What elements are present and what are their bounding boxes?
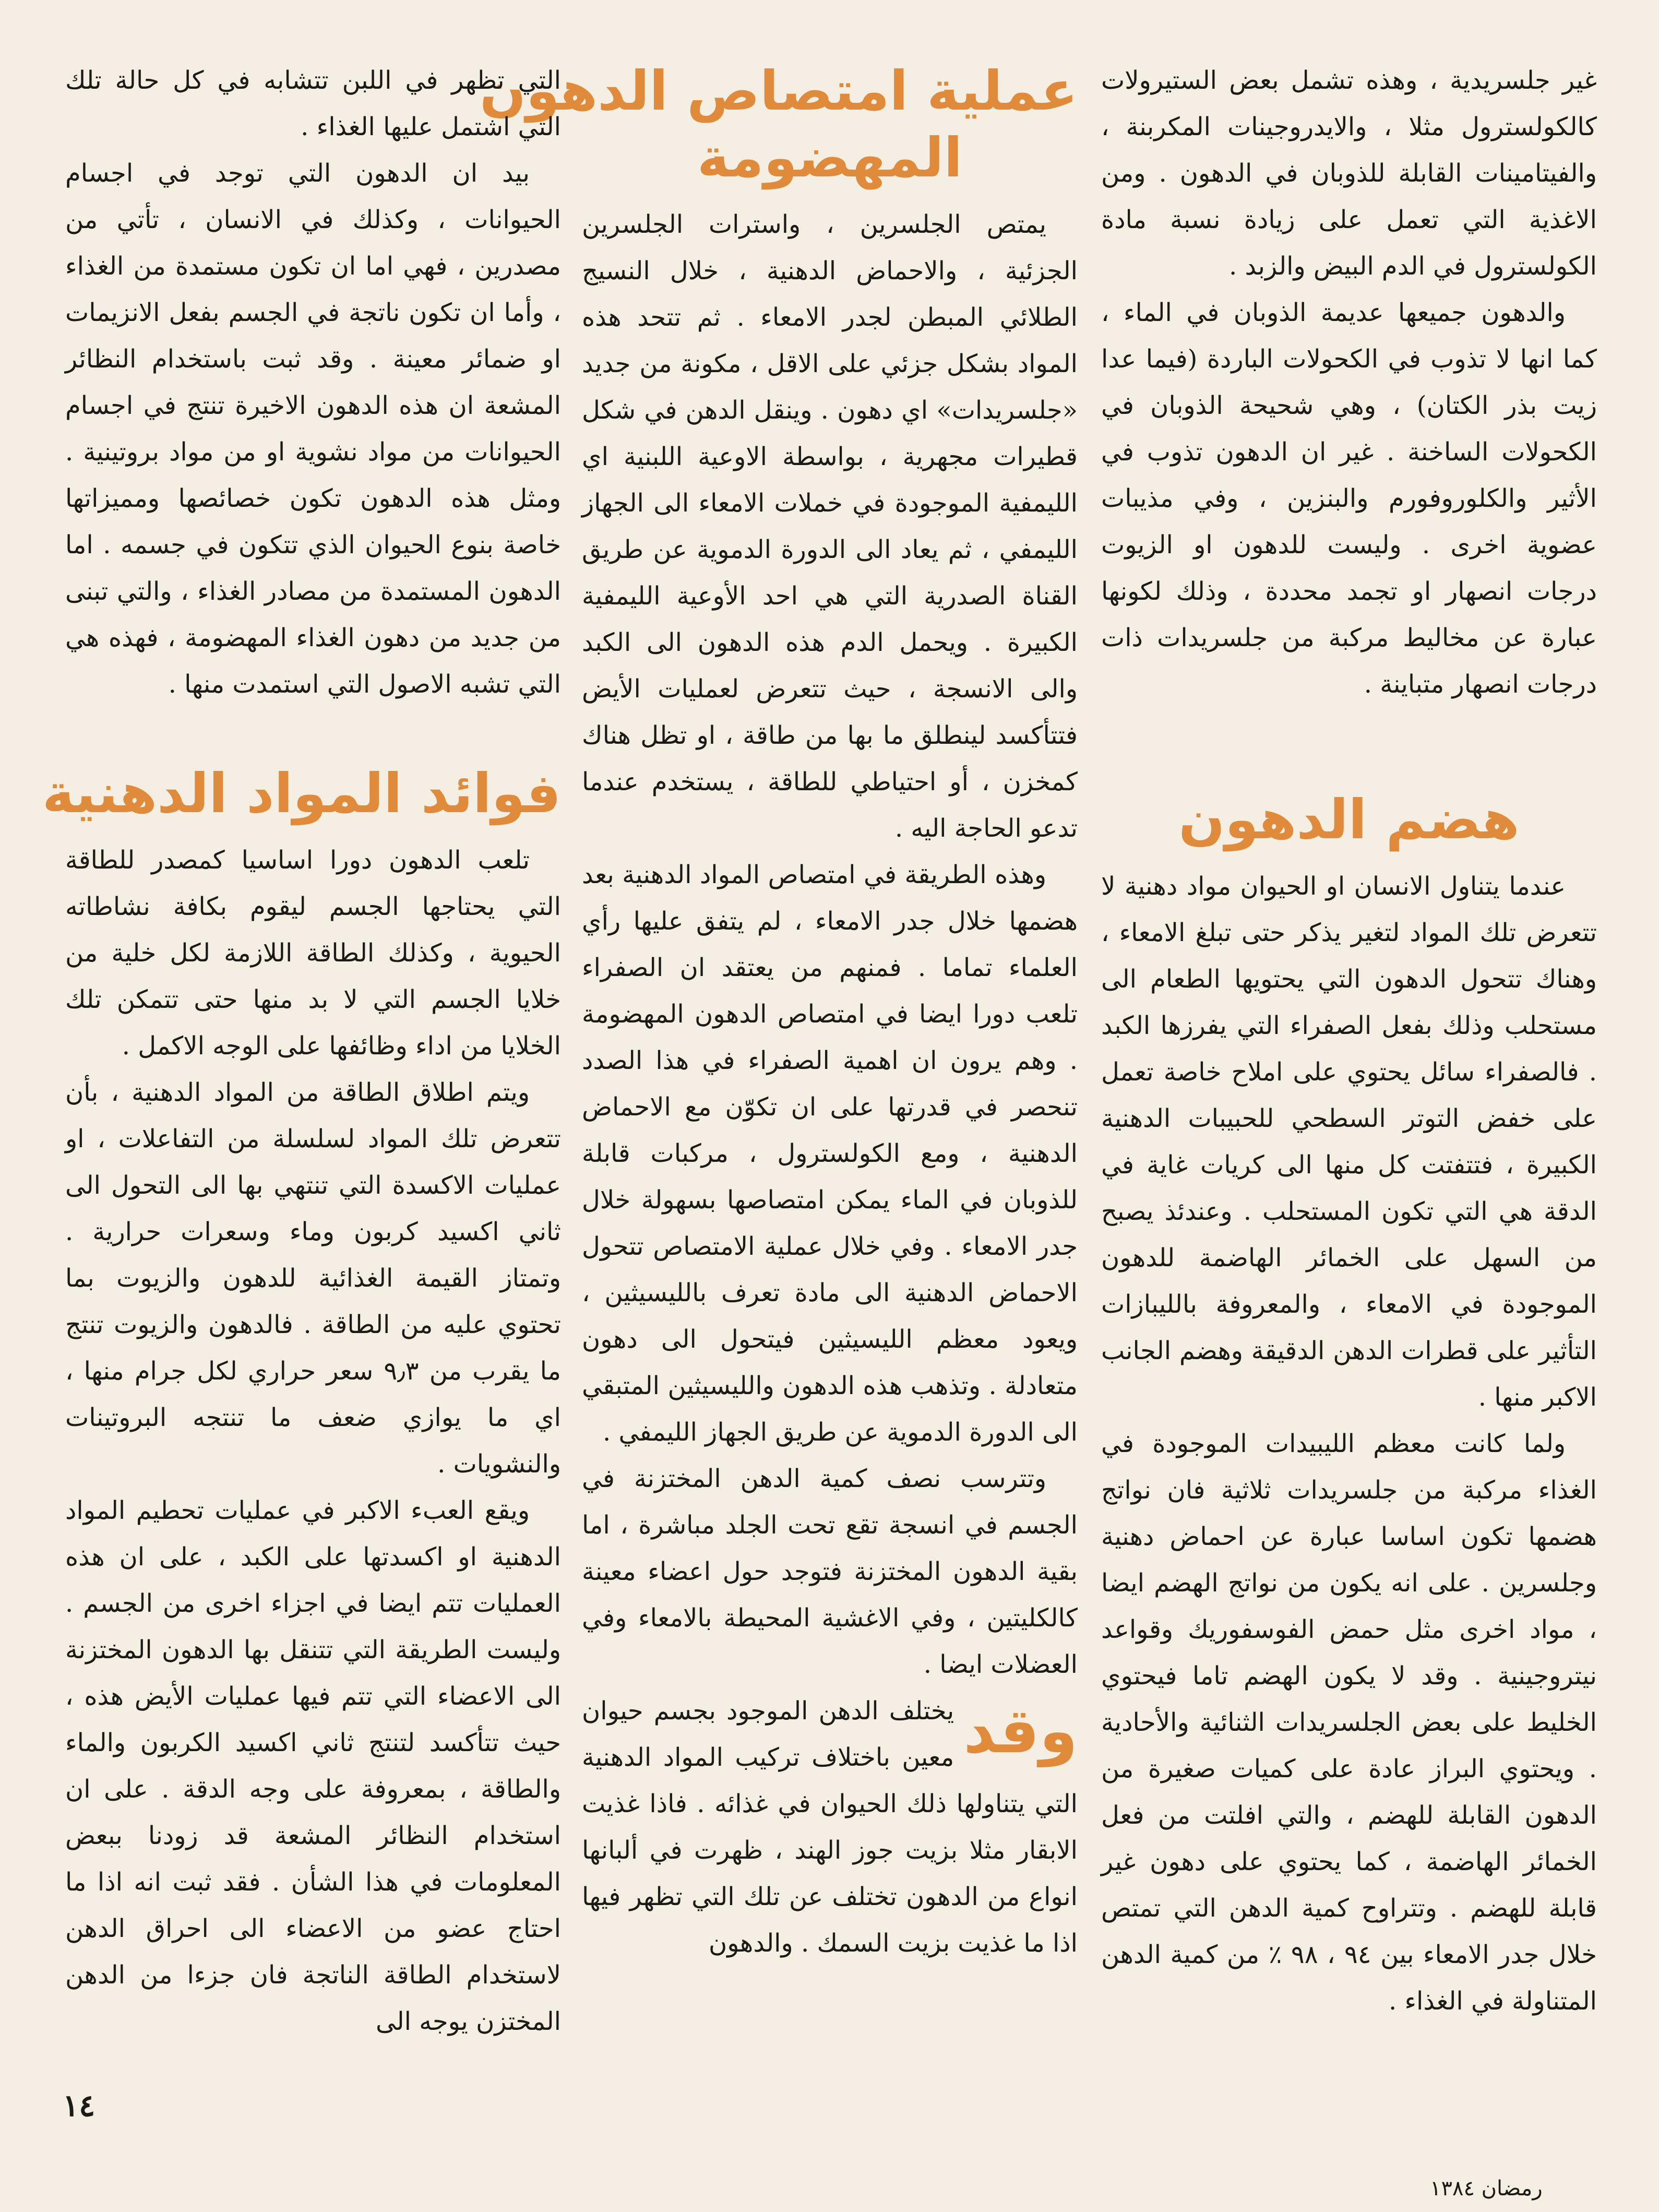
paragraph: والدهون جميعها عديمة الذوبان في الماء ، كما انها لا تذوب في الكحولات الباردة (فيما عدا زيت بذر الكتان) ، وهي شحيحة الذوبان في الكحولات الساخنة . غير ان الدهون تذوب في الأثير والكلوروفورم والبنزين ، وفي مذيبات عضوية اخرى . وليست للدهون او الزيوت درجات انصهار او تجمد محددة ، وذلك لكونها عبارة عن مخاليط مركبة من جلسريدات ذات درجات انصهار متباينة .: [1101, 298, 1597, 699]
paragraph: بيد ان الدهون التي توجد في اجسام الحيوانات ، وكذلك في الانسان ، تأتي من مصدرين ، فهي اما ان تكون مستمدة من الغذاء ، وأما ان تكون ناتجة في الجسم بفعل الانزيمات او ضمائر معينة . وقد ثبت باستخدام النظائر المشعة ان هذه الدهون الاخيرة تنتج في اجسام الحيوانات من مواد نشوية او من مواد بروتينية . ومثل هذه الدهون تكون خصائصها ومميزاتها خاصة بنوع الحيوان الذي تتكون في جسمه . اما الدهون المستمدة من مصادر الغذاء ، والتي تبنى من جديد من دهون الغذاء المهضومة ، فهذه هي التي تشبه الاصول التي استمدت منها .: [65, 159, 562, 699]
page-number: ١٤: [63, 2088, 96, 2123]
paragraph: ويتم اطلاق الطاقة من المواد الدهنية ، بأن تتعرض تلك المواد لسلسلة من التفاعلات ، او عمليات الاكسدة التي تنتهي بها الى التحول الى ثاني اكسيد كربون وماء وسعرات حرارية . وتمتاز القيمة الغذائية للدهون والزيوت بما تحتوي عليه من الطاقة . فالدهون والزيوت تنتج ما يقرب من ٩٫٣ سعر حراري لكل جرام منها ، اي ما يوازي ضعف ما تنتجه البروتينات والنشويات .: [65, 1078, 562, 1479]
paragraph: غير جلسريدية ، وهذه تشمل بعض الستيرولات كالكولسترول مثلا ، والايدروجينات المكربنة ، والفيتامينات القابلة للذوبان في الدهون . ومن الاغذية التي تعمل على زيادة نسبة مادة الكولسترول في الدم البيض والزبد .: [1101, 66, 1597, 281]
section-heading-absorption-line1: عملية امتصاص الدهون: [480, 59, 1078, 123]
section-heading-benefits: فوائد المواد الدهنية: [42, 762, 561, 825]
paragraph-with-dropcap: [582, 1688, 1078, 1967]
paragraph: التي تظهر في اللبن تتشابه في كل حالة تلك التي اشتمل عليها الغذاء .: [65, 66, 561, 141]
column-middle: [480, 57, 1078, 1967]
paragraph: ويقع العبء الاكبر في عمليات تحطيم المواد الدهنية او اكسدتها على الكبد ، على ان هذه العمليات تتم ايضا في اجزاء اخرى من الجسم . وليست الطريقة التي تتنقل بها الدهون المختزنة الى الاعضاء التي تتم فيها عمليات الأيض هذه ، حيث تتأكسد لتنتج ثاني اكسيد الكربون والماء والطاقة ، بمعروفة على وجه الدقة . على ان استخدام النظائر المشعة قد زودنا ببعض المعلومات في هذا الشأن . فقد ثبت انه اذا ما احتاج عضو من الاعضاء الى احراق الدهن لاستخدام الطاقة الناتجة فان جزءا من الدهن المختزن يوجه الى: [65, 1496, 561, 2036]
dropcap: وقد: [963, 1695, 1078, 1767]
paragraph: ولما كانت معظم الليبيدات الموجودة في الغذاء مركبة من جلسريدات ثلاثية فان نواتج هضمها تكون اساسا عبارة عن احماض دهنية وجلسرين . على انه يكون من نواتج الهضم ايضا ، مواد اخرى مثل حمض الفوسفوريك وقواعد نيتروجينية . وقد لا يكون الهضم تاما فيحتوي الخليط على بعض الجلسريدات الثنائية والأحادية . ويحتوي البراز عادة على كميات صغيرة من الدهون القابلة للهضم ، والتي افلتت من فعل الخمائر الهاضمة ، كما يحتوي على دهون غير قابلة للهضم . وتتراوح كمية الدهن التي تمتص خلال جدر الامعاء بين ٩٤ ، ٩٨ ٪ من كمية الدهن المتناولة في الغذاء .: [1101, 1429, 1597, 2016]
column-right: [1101, 57, 1597, 2025]
paragraph: وتترسب نصف كمية الدهن المختزنة في الجسم في انسجة تقع تحت الجلد مباشرة ، اما بقية الدهون المختزنة فتوجد حول اعضاء معينة كالكليتين ، وفي الاغشية المحيطة بالامعاء وفي العضلات ايضا .: [582, 1464, 1078, 1679]
paragraph: وهذه الطريقة في امتصاص المواد الدهنية بعد هضمها خلال جدر الامعاء ، لم يتفق عليها رأي العلماء تماما . فمنهم من يعتقد ان الصفراء تلعب دورا ايضا في امتصاص الدهون المهضومة . وهم يرون ان اهمية الصفراء في هذا الصدد تنحصر في قدرتها على ان تكوّن مع الاحماض الدهنية ، ومع الكولسترول ، مركبات قابلة للذوبان في الماء يمكن امتصاصها بسهولة خلال جدر الامعاء . وفي خلال عملية الامتصاص تتحول الاحماض الدهنية الى مادة تعرف بالليسيثين ، ويعود معظم الليسيثين فيتحول الى دهون متعادلة . وتذهب هذه الدهون والليسيثين المتبقي الى الدورة الدموية عن طريق الجهاز الليمفي .: [582, 860, 1078, 1447]
column-left: [42, 57, 562, 2045]
paragraph: يمتص الجلسرين ، واسترات الجلسرين الجزئية ، والاحماض الدهنية ، خلال النسيج الطلائي المبطن لجدر الامعاء . ثم تتحد هذه المواد بشكل جزئي على الاقل ، مكونة من جديد «جلسريدات» اي دهون . وينقل الدهن في شكل قطيرات مجهرية ، بواسطة الاوعية اللبنية اي الليمفية الموجودة في خملات الامعاء الى الجهاز الليمفي ، ثم يعاد الى الدورة الدموية عن طريق القناة الصدرية التي هي احد الأوعية الليمفية الكبيرة . ويحمل الدم هذه الدهون الى الكبد والى الانسجة ، حيث تتعرض لعمليات الأيض فتتأكسد لينطلق ما بها من طاقة ، او تظل هناك كمخزن ، أو احتياطي للطاقة ، يستخدم عندما تدعو الحاجة اليه .: [582, 210, 1078, 843]
paragraph: تلعب الدهون دورا اساسيا كمصدر للطاقة التي يحتاجها الجسم ليقوم بكافة نشاطاته الحيوية ، وكذلك الطاقة اللازمة لكل خلية من خلايا الجسم التي لا بد منها حتى تتمكن تلك الخلايا من اداء وظائفها على الوجه الاكمل .: [65, 846, 561, 1061]
section-heading-absorption-line2: المهضومة: [697, 126, 963, 189]
issue-date-footer: رمضان ١٣٨٤: [1430, 2177, 1543, 2201]
paragraph-text: يختلف الدهن الموجود بجسم حيوان معين باختلاف تركيب المواد الدهنية التي يتناولها ذلك الحيوان في غذائه . فاذا غذيت الابقار مثلا بزيت جوز الهند ، ظهرت في ألبانها انواع من الدهون تختلف عن تلك التي تظهر فيها اذا ما غذيت بزيت السمك . والدهون: [582, 1696, 1078, 1958]
paragraph: عندما يتناول الانسان او الحيوان مواد دهنية لا تتعرض تلك المواد لتغير يذكر حتى تبلغ الامعاء ، وهناك تتحول الدهون التي يحتويها الطعام الى مستحلب وذلك بفعل الصفراء التي يفرزها الكبد . فالصفراء سائل يحتوي على املاح خاصة تعمل على خفض التوتر السطحي للحبيبات الدهنية الكبيرة ، فتتفتت كل منها الى كريات غاية في الدقة هي التي تكون المستحلب . وعندئذ يصبح من السهل على الخمائر الهاضمة للدهون الموجودة في الامعاء ، والمعروفة بالليبازات التأثير على قطرات الدهن الدقيقة وهضم الجانب الاكبر منها .: [1101, 872, 1597, 1412]
section-heading-fat-digestion: هضم الدهون: [1178, 788, 1520, 851]
